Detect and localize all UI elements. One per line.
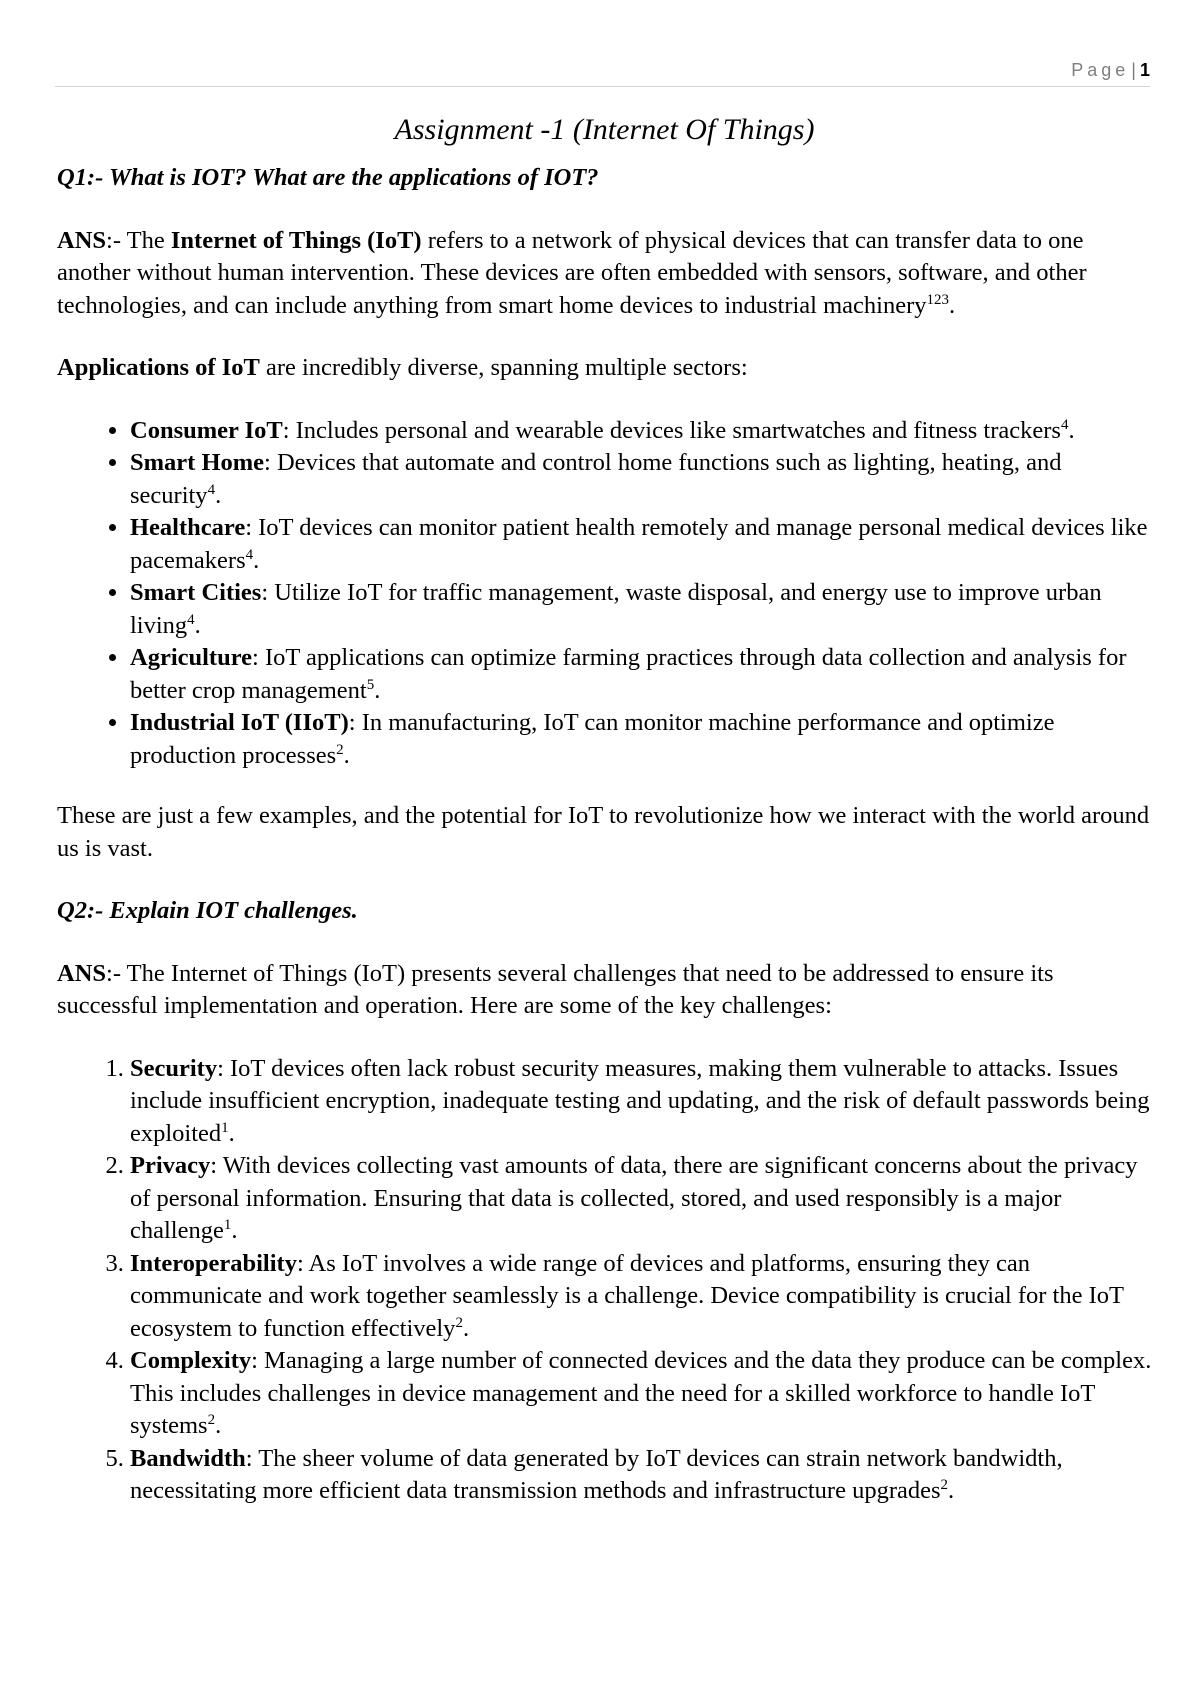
- iot-term: Internet of Things (IoT): [170, 226, 422, 254]
- list-item: • Healthcare: IoT devices can monitor patient health remotely and manage personal medical devices like pacemakers$^4$.: [130, 512, 1152, 577]
- footnote-ref: 2: [455, 1314, 463, 1331]
- list-item: • Agriculture: IoT applications can optimize farming practices through data collection and analysis for better crop management$^5$.: [130, 642, 1152, 707]
- page-number-value: 1: [1139, 60, 1150, 80]
- list-item: • Smart Cities: Utilize IoT for traffic management, waste disposal, and energy use to improve urban living$^4$.: [130, 577, 1152, 642]
- answer-text: refers to a network of physical devices that can transfer data to one another without human intervention. These devices are often embedded with sensors, software, and other technologies, and can include anything from smart home devices to industrial machinery: [57, 226, 1087, 319]
- answer-label: ANS: [57, 226, 107, 254]
- footnote-ref: 123: [926, 291, 949, 308]
- applications-list: [57, 415, 1152, 773]
- list-item: • Consumer IoT: Includes personal and wearable devices like smartwatches and fitness trackers$^4$.: [130, 415, 1152, 448]
- footnote-ref: 2: [207, 1412, 216, 1428]
- document-body: [57, 110, 1152, 1536]
- footnote-ref: 1: [223, 1217, 232, 1233]
- answer-2-paragraph: [57, 958, 1152, 1023]
- page-word: Page: [1071, 60, 1130, 80]
- answer-label: ANS: [57, 959, 107, 987]
- list-item: 5. Bandwidth: The sheer volume of data generated by IoT devices can strain network bandwidth, necessitating more efficient data transmission methods and infrastructure upgrades$^2$.: [130, 1443, 1152, 1508]
- question-2: Q2:- Explain IOT challenges.: [57, 897, 358, 924]
- footnote-ref: 2: [940, 1477, 949, 1493]
- page-separator: |: [1131, 60, 1136, 80]
- list-item: • Smart Home: Devices that automate and control home functions such as lighting, heating, and security$^4$.: [130, 447, 1152, 512]
- list-item: 2. Privacy: With devices collecting vast amounts of data, there are significant concerns about the privacy of personal information. Ensuring that data is collected, stored, and used responsibly is a major challenge$^1$.: [130, 1150, 1152, 1248]
- closing-paragraph: These are just a few examples, and the potential for IoT to revolutionize how we interact with the world around us is vast.: [57, 802, 1150, 862]
- document-title: Assignment -1 (Internet Of Things): [394, 113, 815, 146]
- answer-1-paragraph: ANS:- The Internet of Things (IoT) refers to a network of physical devices that can transfer data to one another without human intervention. These devices are often embedded with sensors, software, and other technologies, and can include anything from smart home devices to industrial machinery$^{123}$.: [57, 226, 1087, 319]
- footnote-ref: 2: [336, 741, 344, 758]
- challenges-list: [57, 1053, 1152, 1508]
- applications-text: are incredibly diverse, spanning multiple sectors:: [259, 354, 748, 381]
- list-item: 4. Complexity: Managing a large number of connected devices and the data they produce can be complex. This includes challenges in device management and the need for a skilled workforce to handle IoT systems$^2$.: [130, 1345, 1152, 1443]
- footnote-ref: 1: [221, 1119, 229, 1136]
- applications-intro: [57, 352, 1152, 385]
- footnote-ref: 4: [1060, 416, 1069, 433]
- footnote-ref: 4: [187, 611, 195, 628]
- list-item: • Industrial IoT (IIoT): In manufacturing, IoT can monitor machine performance and optimize production processes$^2$.: [130, 707, 1152, 772]
- footnote-ref: 5: [366, 676, 375, 693]
- question-1: Q1:- What is IOT? What are the applications of IOT?: [57, 164, 599, 191]
- applications-label: Applications of IoT: [57, 354, 260, 381]
- list-item: 1. Security: IoT devices often lack robust security measures, making them vulnerable to attacks. Issues include insufficient encryption, inadequate testing and updating, and the risk of default passwords being exploited$^1$.: [130, 1053, 1152, 1151]
- page-number: [1071, 60, 1150, 81]
- footnote-ref: 4: [207, 481, 216, 498]
- page-header: [55, 56, 1150, 87]
- answer-text: :- The Internet of Things (IoT) presents several challenges that need to be addressed to ensure its successful implementation and operation. Here are some of the key challenges:: [57, 959, 1054, 1019]
- list-item: 3. Interoperability: As IoT involves a wide range of devices and platforms, ensuring they can communicate and work together seamlessly is a challenge. Device compatibility is crucial for the IoT ecosystem to function effectively$^2$.: [130, 1248, 1152, 1346]
- footnote-ref: 4: [245, 546, 254, 563]
- answer-separator: :- The: [106, 226, 171, 254]
